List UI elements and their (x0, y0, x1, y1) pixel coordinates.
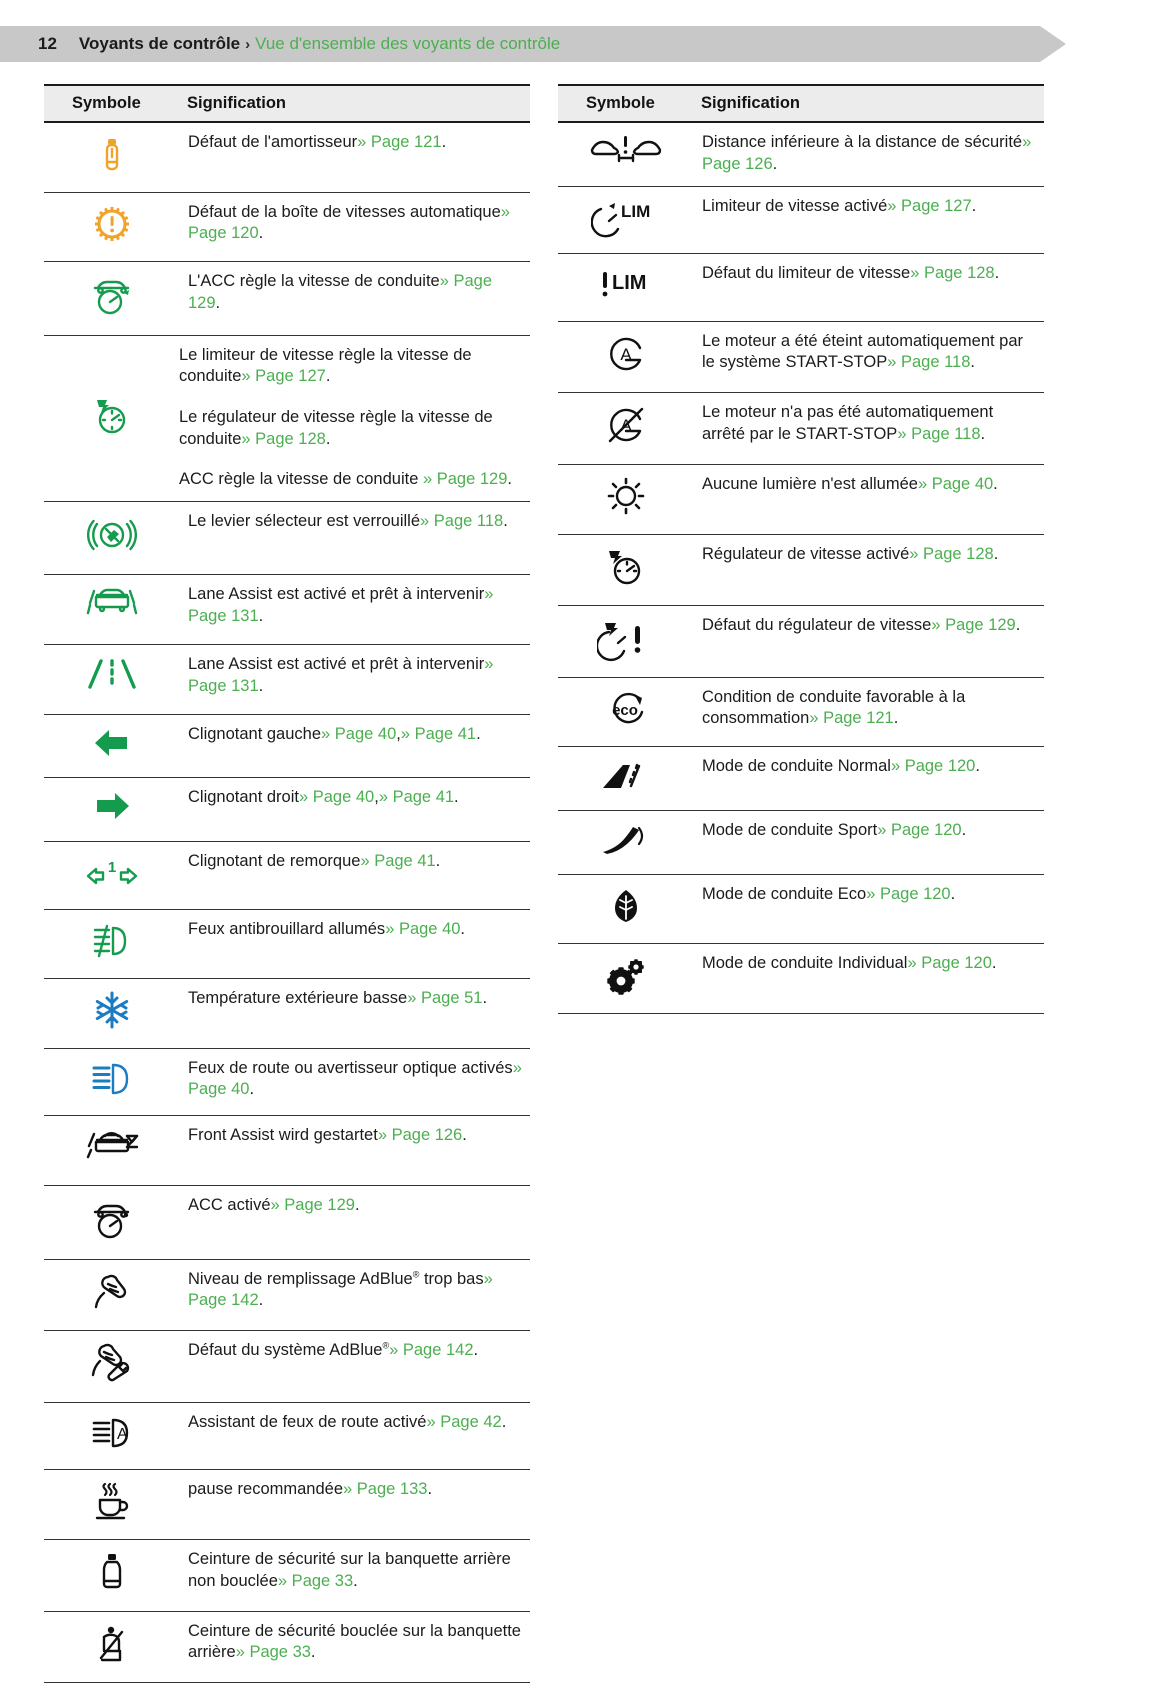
sentence-period: . (993, 475, 998, 494)
table-row (44, 262, 530, 336)
meaning-text: Le régulateur de vitesse règle la vitesse de conduite (179, 408, 493, 448)
adblue-system-fault-icon (84, 1339, 140, 1387)
meaning-text: Mode de conduite Individual (702, 954, 908, 973)
page-reference[interactable]: » Page 128 (241, 429, 326, 448)
meaning-cell (179, 335, 530, 501)
meaning-text: Défaut du système AdBlue (188, 1341, 383, 1360)
page-reference[interactable]: » Page 33 (277, 1571, 354, 1590)
meaning-text: Mode de conduite Eco (702, 884, 867, 903)
cruise-control-active-icon (601, 543, 651, 591)
meaning-text: Clignotant de remorque (188, 851, 361, 870)
sentence-period: . (503, 511, 508, 530)
page-reference[interactable]: » Page 127 (887, 196, 972, 215)
speed-limiter-active-icon (591, 195, 661, 239)
symbol-cell (44, 192, 179, 262)
page-reference[interactable]: » Page 42 (426, 1412, 502, 1431)
meaning-text-cont: trop bas (419, 1269, 484, 1288)
symbol-cell (558, 606, 693, 678)
page-reference[interactable]: » Page 40 (917, 475, 994, 494)
meaning-text: Régulateur de vitesse activé (702, 544, 910, 563)
sentence-period: . (994, 264, 1000, 283)
column-header-symbol: Symbole (44, 85, 179, 122)
page-reference[interactable]: » Page 118 (887, 353, 971, 372)
sentence-period: . (215, 293, 221, 312)
symbol-cell (44, 841, 179, 909)
table-row (44, 1331, 530, 1403)
page-reference[interactable]: » Page 133 (343, 1480, 428, 1499)
meaning-cell (693, 944, 1044, 1014)
meaning-cell (179, 501, 530, 575)
start-stop-unavailable-icon (601, 401, 651, 449)
sentence-period: . (473, 1341, 479, 1360)
meaning-cell (693, 606, 1044, 678)
table-row (558, 186, 1044, 254)
distance-warning-icon (588, 131, 664, 171)
table-row (44, 841, 530, 909)
symbol-cell (44, 1611, 179, 1683)
sentence-period: . (501, 1412, 507, 1431)
left-column (44, 84, 530, 1683)
drive-mode-normal-icon (597, 755, 655, 795)
symbol-cell (44, 1259, 179, 1331)
meaning-text: ACC activé (188, 1195, 271, 1214)
turn-signal-right-icon (89, 786, 135, 826)
meaning-text: ACC règle la vitesse de conduite (179, 470, 423, 489)
start-stop-engine-off-icon (601, 330, 651, 378)
page-reference[interactable]: » Page 118 (897, 425, 981, 444)
sentence-period: . (249, 1080, 255, 1099)
page-reference[interactable]: » Page 121 (357, 133, 442, 151)
svg-text:LIM: LIM (620, 201, 650, 221)
meaning-cell (179, 1540, 530, 1612)
page-reference[interactable]: » Page 120 (866, 884, 951, 903)
meaning-text: Défaut du régulateur de vitesse (702, 616, 932, 635)
sentence-period: . (1015, 616, 1021, 635)
page-reference[interactable]: » Page 120 (907, 954, 992, 973)
meaning-text: Niveau de remplissage AdBlue (188, 1269, 413, 1288)
symbol-cell (44, 575, 179, 645)
table-row (44, 1470, 530, 1540)
meaning-cell (693, 534, 1044, 606)
sentence-period: . (325, 429, 331, 448)
speed-limiter-fault-icon (590, 262, 662, 306)
table-row (44, 1259, 530, 1331)
meaning-cell (179, 192, 530, 262)
symbol-cell (558, 186, 693, 254)
symbol-cell (558, 534, 693, 606)
meaning-text: Température extérieure basse (188, 989, 408, 1008)
meaning-cell (179, 1185, 530, 1259)
symbol-cell (44, 979, 179, 1049)
symbol-cell (44, 1402, 179, 1470)
meaning-cell (179, 1259, 530, 1331)
page-reference[interactable]: » Page 40 (188, 1058, 522, 1099)
symbol-cell (44, 501, 179, 575)
table-row (44, 714, 530, 778)
warning-lamp-table-left (44, 84, 530, 1683)
section-title: Vue d'ensemble des voyants de contrôle (255, 34, 561, 53)
sentence-period: . (435, 851, 441, 870)
sentence-period: . (975, 757, 980, 776)
symbol-cell (44, 645, 179, 715)
symbol-cell (44, 1470, 179, 1540)
meaning-cell (179, 979, 530, 1049)
table-row (558, 321, 1044, 393)
table-row (44, 501, 530, 575)
page-reference[interactable]: » Page 41 (360, 851, 436, 870)
sentence-period: . (354, 1195, 360, 1214)
meaning-cell (693, 254, 1044, 322)
sentence-period: . (970, 353, 975, 372)
meaning-text: Assistant de feux de route activé (188, 1412, 427, 1431)
table-row (44, 778, 530, 842)
nested-meaning-cell (179, 398, 530, 460)
sentence-period: . (353, 1571, 358, 1590)
nested-meaning-cell (179, 336, 530, 398)
meaning-cell (693, 811, 1044, 875)
meaning-cell (693, 393, 1044, 465)
cruise-control-speedometer-icon (87, 390, 137, 440)
high-beam-icon (86, 1057, 138, 1101)
drive-mode-eco-leaf-icon (604, 883, 648, 929)
sentence-period: . (258, 607, 264, 626)
table-row (558, 534, 1044, 606)
sentence-period: . (971, 196, 977, 215)
meaning-text: Clignotant droit (188, 788, 299, 807)
meaning-cell (179, 575, 530, 645)
sentence-period: . (980, 425, 986, 444)
chapter-title: Voyants de contrôle (78, 34, 241, 53)
sentence-period: . (476, 724, 481, 743)
registered-mark: ® (412, 1269, 420, 1280)
meaning-text: Lane Assist est activé et prêt à intervenir (188, 585, 485, 604)
meaning-cell (693, 677, 1044, 747)
page-reference[interactable]: » Page 128 (910, 264, 995, 283)
symbol-cell (558, 321, 693, 393)
table-header-row (558, 85, 1044, 122)
meaning-text: Le levier sélecteur est verrouillé (188, 511, 421, 530)
table-row (44, 1402, 530, 1470)
meaning-cell (179, 909, 530, 979)
page-reference[interactable]: » Page 121 (809, 709, 894, 728)
table-row (44, 122, 530, 192)
page-reference[interactable]: » Page 127 (241, 367, 326, 386)
snowflake-icon (89, 987, 135, 1033)
trailer-turn-signal-icon (84, 850, 140, 894)
no-light-on-icon (601, 473, 651, 519)
page-reference[interactable]: » Page 129 (422, 470, 508, 489)
table-row (558, 606, 1044, 678)
nested-row (179, 336, 530, 398)
meaning-text: Défaut de la boîte de vitesses automatique (188, 202, 501, 221)
page-reference[interactable]: » Page 142 (188, 1269, 493, 1310)
table-row (558, 811, 1044, 875)
page-reference[interactable]: » Page 129 (188, 272, 493, 312)
meaning-cell (179, 1048, 530, 1116)
meaning-text: Défaut de l'amortisseur (188, 133, 358, 151)
meaning-text: Front Assist wird gestartet (188, 1126, 378, 1145)
meaning-text: Condition de conduite favorable à la consommation (702, 687, 966, 728)
page-reference[interactable]: » Page 131 (188, 585, 494, 626)
meaning-cell (179, 778, 530, 842)
table-row (44, 1048, 530, 1116)
symbol-cell (44, 909, 179, 979)
column-header-meaning: Signification (693, 85, 1044, 122)
sentence-period: . (460, 919, 466, 938)
meaning-text: Ceinture de sécurité sur la banquette arrière non bouclée (188, 1550, 511, 1590)
meaning-cell (693, 465, 1044, 535)
acc-speed-control-icon (87, 270, 137, 320)
nested-meaning-table (179, 336, 530, 501)
meaning-text: Limiteur de vitesse activé (702, 196, 888, 215)
lane-assist-lanes-icon (84, 653, 140, 699)
symbol-cell (558, 465, 693, 535)
meaning-cell (179, 645, 530, 715)
sentence-period: . (258, 676, 264, 695)
meaning-cell (693, 747, 1044, 811)
page-reference[interactable]: » Page 128 (909, 544, 994, 563)
meaning-separator: , (396, 724, 401, 743)
meaning-cell (179, 841, 530, 909)
registered-mark: ® (382, 1340, 390, 1351)
meaning-text: Aucune lumière n'est allumée (702, 475, 918, 494)
meaning-text: Mode de conduite Sport (702, 821, 878, 840)
symbol-cell (44, 335, 179, 501)
breadcrumb-separator: › (245, 35, 251, 53)
nested-meaning-cell (179, 460, 530, 501)
meaning-cell (179, 1402, 530, 1470)
meaning-cell (179, 1470, 530, 1540)
table-row (558, 122, 1044, 186)
sentence-period: . (893, 709, 899, 728)
meaning-cell (693, 122, 1044, 186)
table-row (44, 645, 530, 715)
page-reference[interactable]: » Page 126 (377, 1126, 463, 1145)
meaning-cell (179, 262, 530, 336)
meaning-separator: , (374, 788, 379, 807)
sentence-period: . (993, 544, 999, 563)
svg-text:A: A (619, 416, 632, 436)
rear-seatbelt-unfastened-icon (90, 1548, 134, 1596)
symbol-cell (44, 1185, 179, 1259)
meaning-cell (179, 1611, 530, 1683)
symbol-cell (44, 1048, 179, 1116)
meaning-cell (179, 1331, 530, 1403)
table-row (44, 335, 530, 501)
page-reference[interactable]: » Page 51 (407, 989, 483, 1008)
sentence-period: . (961, 821, 967, 840)
nested-row (179, 460, 530, 501)
column-header-symbol: Symbole (558, 85, 693, 122)
page-reference[interactable]: » Page 40 (385, 919, 461, 938)
running-header (0, 26, 1040, 62)
symbol-cell (44, 714, 179, 778)
symbol-cell (44, 1331, 179, 1403)
page-reference[interactable]: » Page 118 (420, 511, 504, 530)
drive-mode-individual-icon (602, 952, 650, 998)
table-row (558, 393, 1044, 465)
svg-text:A: A (619, 344, 632, 364)
automatic-gearbox-fault-icon (89, 201, 135, 247)
svg-text:1: 1 (107, 858, 116, 876)
eco-driving-icon (600, 686, 652, 732)
meaning-cell (693, 874, 1044, 944)
symbol-cell (558, 254, 693, 322)
table-row (44, 909, 530, 979)
sentence-period: . (950, 884, 956, 903)
acc-activated-icon (87, 1194, 137, 1244)
table-row (44, 1185, 530, 1259)
sentence-period: . (507, 470, 512, 489)
page-reference[interactable]: » Page 120 (877, 821, 962, 840)
rear-fog-light-icon (87, 918, 137, 964)
page-number: 12 (38, 34, 57, 53)
symbol-cell (44, 1116, 179, 1186)
table-row (558, 747, 1044, 811)
page-reference[interactable]: » Page 131 (188, 655, 494, 695)
meaning-text: Le moteur n'a pas été automatiquement arrêté par le START-STOP (702, 403, 994, 444)
symbol-cell (558, 811, 693, 875)
svg-text:A: A (116, 1425, 128, 1443)
svg-text:LIM: LIM (611, 272, 646, 295)
table-row (558, 874, 1044, 944)
drive-mode-sport-icon (597, 819, 655, 859)
svg-text:eco: eco (611, 701, 638, 719)
meaning-text: Le moteur a été éteint automatiquement par le système START-STOP (702, 331, 1024, 372)
sentence-period: . (325, 367, 331, 386)
page-reference[interactable]: » Page 40 (298, 788, 375, 807)
table-row (44, 1611, 530, 1683)
page-reference[interactable]: » Page 40 (321, 724, 397, 743)
warning-lamp-table-right (558, 84, 1044, 1014)
page-reference[interactable]: » Page 120 (188, 202, 510, 243)
table-row (558, 677, 1044, 747)
high-beam-assist-icon (85, 1411, 139, 1455)
column-header-meaning: Signification (179, 85, 530, 122)
symbol-cell (558, 874, 693, 944)
sentence-period: . (772, 154, 778, 173)
meaning-cell (693, 321, 1044, 393)
meaning-cell (179, 122, 530, 192)
table-row (44, 1116, 530, 1186)
table-header-row (44, 85, 530, 122)
table-row (44, 979, 530, 1049)
table-row (558, 254, 1044, 322)
table-row (558, 944, 1044, 1014)
table-row (44, 1540, 530, 1612)
page-reference[interactable]: » Page 129 (270, 1195, 355, 1214)
meaning-text: Feux antibrouillard allumés (188, 919, 386, 938)
cruise-control-fault-icon (597, 614, 655, 662)
meaning-cell (179, 714, 530, 778)
symbol-cell (44, 778, 179, 842)
table-row (558, 465, 1044, 535)
meaning-text: Le limiteur de vitesse règle la vitesse de conduite (179, 345, 472, 386)
page-reference[interactable]: » Page 142 (389, 1341, 474, 1360)
sentence-period: . (462, 1126, 467, 1145)
page-reference[interactable]: » Page 120 (890, 757, 976, 776)
meaning-text: L'ACC règle la vitesse de conduite (188, 272, 440, 291)
sentence-period: . (310, 1643, 316, 1662)
coffee-cup-break-icon (88, 1478, 136, 1524)
symbol-cell (558, 944, 693, 1014)
meaning-cell (693, 186, 1044, 254)
sentence-period: . (427, 1480, 433, 1499)
rear-seatbelt-fastened-icon (90, 1620, 134, 1668)
meaning-text: Défaut du limiteur de vitesse (702, 264, 911, 283)
sentence-period: . (482, 989, 488, 1008)
page-reference-2[interactable]: » Page 41 (400, 724, 477, 743)
symbol-cell (558, 122, 693, 186)
sentence-period: . (258, 1291, 264, 1310)
sentence-period: . (258, 224, 264, 243)
front-assist-starting-icon (83, 1124, 141, 1170)
lane-assist-car-icon (84, 583, 140, 629)
symbol-cell (44, 1540, 179, 1612)
nested-row (179, 398, 530, 460)
symbol-cell (558, 677, 693, 747)
symbol-cell (44, 122, 179, 192)
sentence-period: . (991, 954, 997, 973)
meaning-text: Lane Assist est activé et prêt à intervenir (188, 655, 485, 674)
meaning-cell (179, 1116, 530, 1186)
symbol-cell (44, 262, 179, 336)
turn-signal-left-icon (89, 723, 135, 763)
selector-lever-locked-icon (87, 510, 137, 560)
sentence-period: . (454, 788, 459, 807)
page-reference[interactable]: » Page 126 (702, 133, 1032, 173)
meaning-text: Distance inférieure à la distance de sécurité (702, 133, 1023, 151)
symbol-cell (558, 747, 693, 811)
adblue-level-low-icon (86, 1268, 138, 1316)
page-reference-2[interactable]: » Page 41 (378, 788, 455, 807)
meaning-text: Feux de route ou avertisseur optique activés (188, 1058, 513, 1077)
shock-absorber-icon (89, 131, 135, 177)
meaning-text: Ceinture de sécurité bouclée sur la banquette arrière (188, 1621, 521, 1662)
right-column (558, 84, 1044, 1014)
table-row (44, 192, 530, 262)
page-reference[interactable]: » Page 129 (931, 616, 1016, 635)
page-reference[interactable]: » Page 33 (235, 1643, 311, 1662)
symbol-cell (558, 393, 693, 465)
sentence-period: . (441, 133, 447, 151)
meaning-text: pause recommandée (188, 1480, 344, 1499)
meaning-text: Clignotant gauche (188, 724, 322, 743)
table-row (44, 575, 530, 645)
meaning-text: Mode de conduite Normal (702, 757, 891, 776)
